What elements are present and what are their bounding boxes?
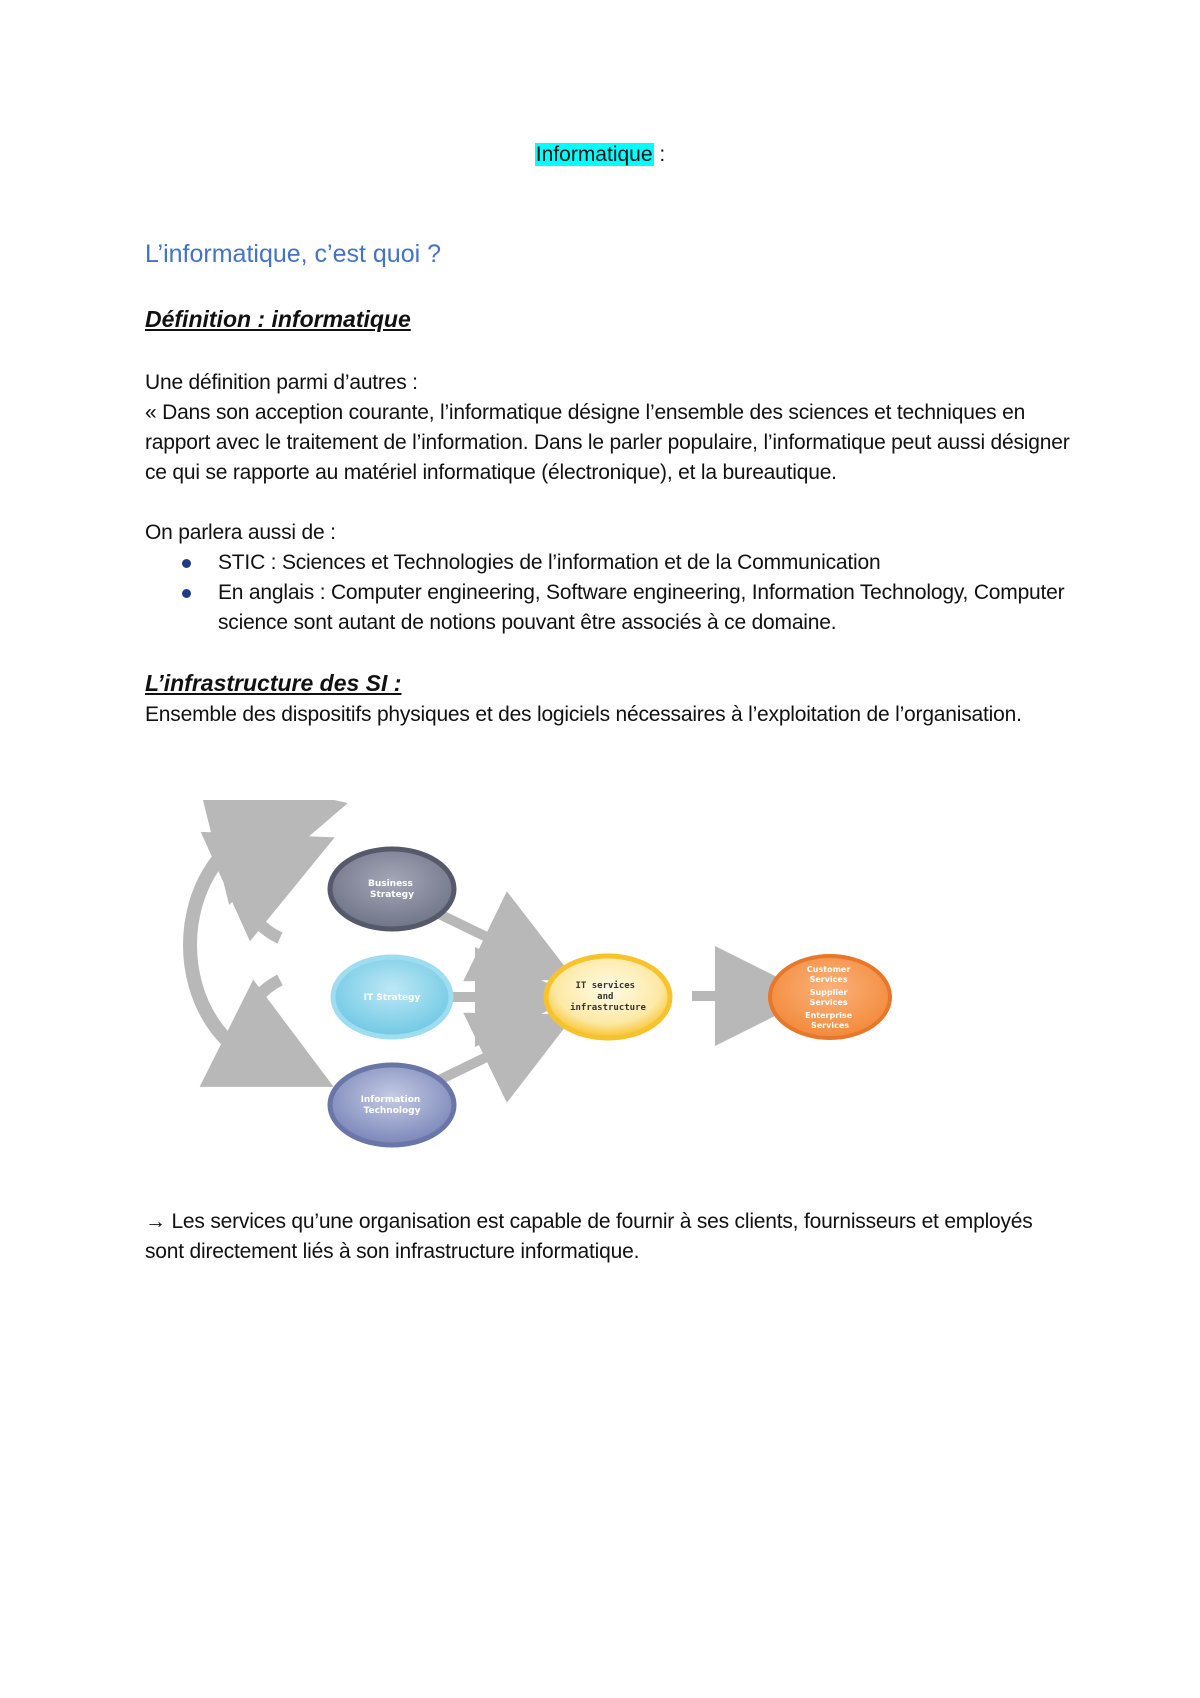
bullet-icon	[182, 559, 191, 568]
services-label-2: Services	[809, 975, 848, 984]
infrastructure-heading: L’infrastructure des SI :	[145, 670, 402, 696]
title-suffix: :	[653, 143, 666, 166]
services-label-5: Enterprise	[805, 1011, 853, 1020]
conclusion-paragraph	[145, 1207, 1075, 1267]
information-technology-node	[330, 1065, 454, 1145]
svg-text:Information Technology	[361, 1095, 424, 1116]
services-label-1: Customer	[806, 965, 851, 974]
definition-block	[145, 368, 1075, 488]
infrastructure-description: Ensemble des dispositifs physiques et des logiciels nécessaires à l’exploitation de l’organisation.	[145, 703, 1022, 726]
definition-intro: Une définition parmi d’autres :	[145, 371, 418, 394]
conclusion-text: Les services qu’une organisation est capable de fournir à ses clients, fournisseurs et employés sont directement liés à son infrastructure informatique.	[145, 1210, 1033, 1263]
business-strategy-label-1: Business	[367, 879, 413, 889]
arrow-business-to-services	[435, 912, 530, 958]
feedback-arrow-lower	[250, 980, 280, 1060]
list-item	[145, 578, 1075, 638]
business-strategy-label-2: Strategy	[369, 890, 415, 900]
bullet-icon	[182, 589, 191, 598]
list-item-text: STIC : Sciences et Technologies de l’information et de la Communication	[218, 551, 881, 574]
title-highlight: Informatique	[535, 143, 653, 166]
svg-text:Customer Services	[805, 965, 855, 1030]
it-services-label-1: IT services	[575, 981, 636, 991]
bullet-list	[145, 548, 1075, 638]
it-strategy-label: IT Strategy	[363, 993, 421, 1003]
arrow-right-icon: →	[145, 1210, 166, 1233]
definition-heading: Définition : informatique	[145, 306, 411, 332]
definition-body: « Dans son acception courante, l’informatique désigne l’ensemble des sciences et techniques en rapport avec le traitement de l’information. Dans le parler populaire, l’informatique peut aussi désigner ce qui se rapporte au matériel informatique (électronique), et la bureautique.	[145, 401, 1070, 484]
list-item-text: En anglais : Computer engineering, Software engineering, Information Technology, Computer science sont autant de notions pouvant être associés à ce domaine.	[218, 581, 1065, 634]
services-label-3: Supplier	[809, 988, 848, 997]
arrow-infotech-to-services	[435, 1036, 530, 1082]
list-item	[145, 548, 1075, 578]
section-heading-what-is-it: L’informatique, c’est quoi ?	[145, 240, 442, 268]
feedback-arrow-outer	[190, 820, 280, 1070]
information-technology-label-2: Technology	[363, 1106, 421, 1116]
information-technology-label-1: Information	[360, 1095, 421, 1105]
it-services-label-3: infrastructure	[570, 1003, 646, 1013]
also-intro: On parlera aussi de :	[145, 521, 336, 544]
svg-text:Business Strategy	[368, 879, 416, 900]
feedback-arrow-upper	[250, 862, 280, 938]
infrastructure-diagram	[140, 800, 970, 1170]
services-label-4: Services	[809, 998, 848, 1007]
page-title	[0, 143, 1200, 167]
services-label-6: Services	[810, 1021, 850, 1030]
it-services-label-2: and	[597, 992, 614, 1002]
business-strategy-node	[330, 849, 454, 929]
